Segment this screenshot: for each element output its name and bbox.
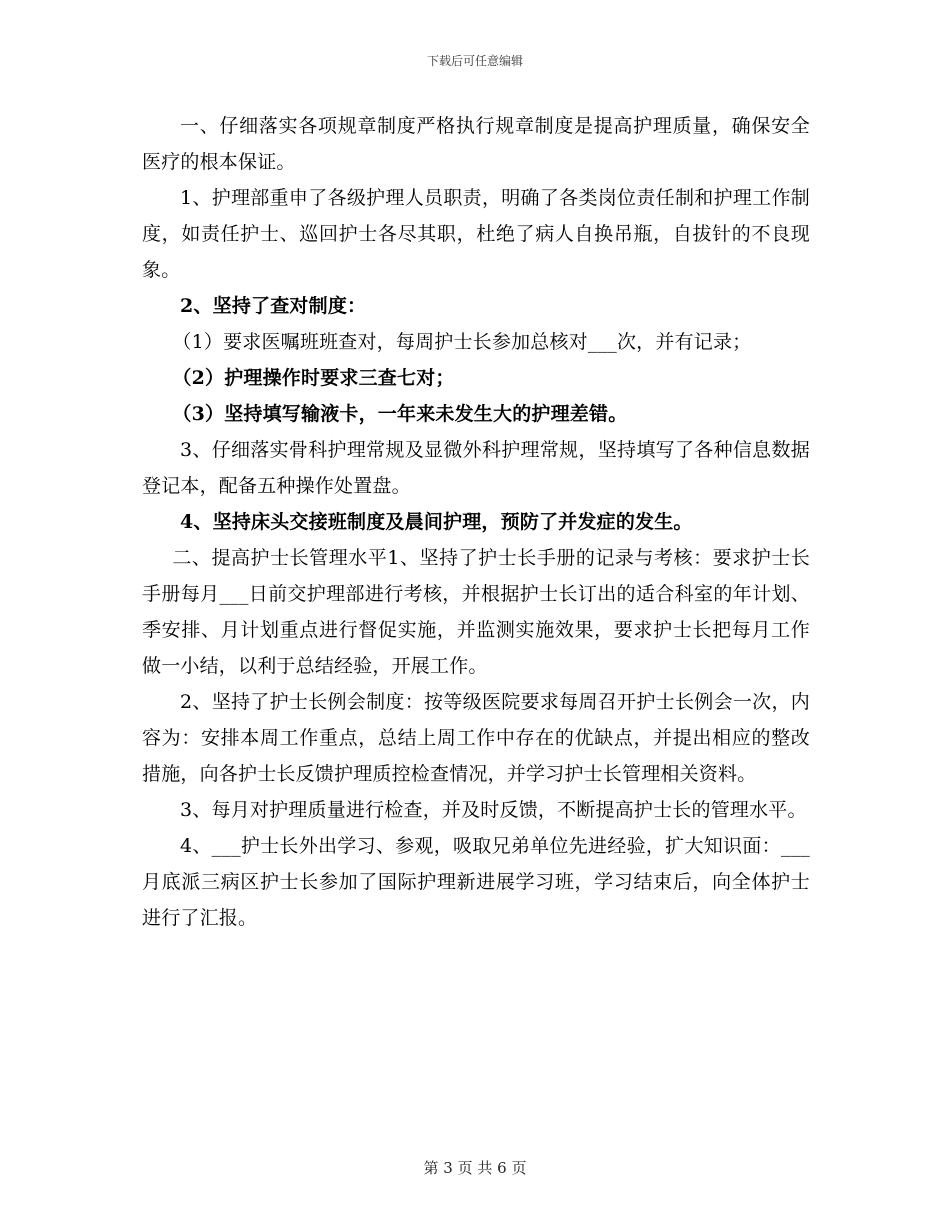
paragraph-item-2-heading: 2、坚持了查对制度：	[180, 295, 367, 317]
paragraph-item-2-sub-3: （3）坚持填写输液卡，一年来未发生大的护理差错。	[172, 403, 628, 425]
document-body	[142, 108, 810, 936]
paragraph-section-2-item-3: 3、每月对护理质量进行检查，并及时反馈，不断提高护士长的管理水平。	[180, 799, 807, 821]
paragraph-section-2-item-4: 4、___护士长外出学习、参观，吸取兄弟单位先进经验，扩大知识面：___月底派三病区护士长参加了国际护理新进展学习班，学习结束后，向全体护士进行了汇报。	[142, 835, 810, 929]
paragraph-item-2-sub-2: （2）护理操作时要求三查七对；	[172, 367, 455, 389]
paragraph-section-2: 二、提高护士长管理水平1、坚持了护士长手册的记录与考核：要求护士长手册每月___日前交护理部进行考核，并根据护士长订出的适合科室的年计划、季安排、月计划重点进行督促实施，并监测实施效果，要求护士长把每月工作做一小结，以利于总结经验，开展工作。	[142, 547, 810, 677]
page-footer: 第 3 页 共 6 页	[423, 1159, 527, 1177]
paragraph-item-4: 4、坚持床头交接班制度及晨间护理，预防了并发症的发生。	[180, 511, 693, 533]
paragraph-section-1-heading: 一、仔细落实各项规章制度严格执行规章制度是提高护理质量，确保安全医疗的根本保证。	[142, 115, 810, 173]
paragraph-item-3: 3、仔细落实骨科护理常规及显微外科护理常规，坚持填写了各种信息数据登记本，配备五种操作处置盘。	[142, 439, 810, 497]
paragraph-item-1: 1、护理部重申了各级护理人员职责，明确了各类岗位责任制和护理工作制度，如责任护士、巡回护士各尽其职，杜绝了病人自换吊瓶，自拔针的不良现象。	[142, 187, 810, 281]
paragraph-item-2-sub-1: （1）要求医嘱班班查对，每周护士长参加总核对___次，并有记录；	[172, 331, 752, 353]
page-header: 下载后可任意编辑	[426, 54, 523, 68]
paragraph-section-2-item-2: 2、坚持了护士长例会制度：按等级医院要求每周召开护士长例会一次，内容为：安排本周工作重点，总结上周工作中存在的优缺点，并提出相应的整改措施，向各护士长反馈护理质控检查情况，并学习护士长管理相关资料。	[142, 691, 810, 785]
